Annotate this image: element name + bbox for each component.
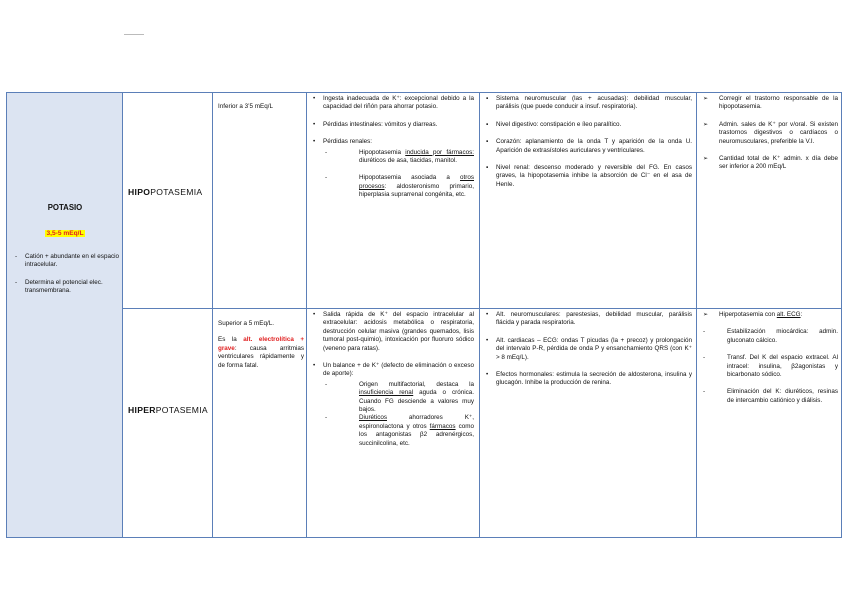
hiper-effect-item: • Efectos hormonales: estimula la secreción de aldosterona, insulina y glucagón. Inhibe la producción de renina. (484, 371, 692, 388)
hiper-definition-text: Superior a 5 mEq/L. (218, 320, 275, 327)
hipo-effect-item: ▪ Sistema neuromuscular (las + acusadas): debilidad muscular, parálisis (que puede conducir a insuf. respiratoria). (484, 95, 692, 112)
hipo-treatment (701, 95, 838, 172)
row-divider (122, 308, 842, 309)
hipo-treatment-item: ➢ Corregir el trastorno responsable de la hipopotasemia. (701, 95, 838, 112)
col-divider-1 (122, 92, 123, 538)
table-border-bottom (6, 537, 842, 538)
hiper-effects (484, 311, 692, 388)
potasio-note: - Catión + abundante en el espacio intracelular. (13, 253, 122, 270)
potasio-notes (13, 253, 122, 296)
hipo-cause-item: • Ingesta inadecuada de K⁺: excepcional debido a la capacidad del riñón para ahorrar potasio. (311, 95, 474, 112)
hipo-treatment-item: ➢ Cantidad total de K⁺ admin. x día debe ser inferior a 200 mEq/L (701, 155, 838, 172)
hiper-cause-subitem: - Diuréticos ahorradores K⁺, espironolactona y otros fármacos como los antagonistas β2 adrenérgicos, succinilcolina, etc. (311, 414, 474, 448)
hipo-cause-subitem: - Hipopotasemia asociada a otros procesos: aldosteronismo primario, hiperplasia suprarrenal congénita, etc. (311, 174, 474, 199)
col-divider-2 (212, 92, 213, 538)
hipo-label (128, 187, 212, 197)
hiper-label (128, 405, 212, 415)
hipo-label-bold: HIPO (128, 187, 151, 197)
hipo-effect-item: ▪ Nivel digestivo: constipación e íleo paralítico. (484, 121, 692, 129)
col-divider-5 (696, 92, 697, 538)
potasio-range-wrap (7, 228, 122, 237)
hipo-effect-item: ▪ Nivel renal: descenso moderado y reversible del FG. En casos graves, la hipopotasemia inhibe la absorción de Cl⁻ en el asa de Henle. (484, 164, 692, 189)
potasio-range: 3,5-5 mEq/L (46, 230, 84, 237)
hiper-treatment-heading: ➢ Hiperpotasemia con alt. ECG: (701, 311, 838, 319)
hiper-treatment (701, 311, 838, 405)
hipo-effect-item: ▪ Corazón: aplanamiento de la onda T y aparición de la onda U. Aparición de extrasístoles auriculares y ventriculares. (484, 138, 692, 155)
hipo-cause-item: • Pérdidas renales: (311, 138, 474, 146)
hiper-cause-item: • Salida rápida de K⁺ del espacio intracelular al extracelular: acidosis metabólica o respiratoria, destrucción celular masiva (grandes quemados, lisis tumoral post-quimio), intoxicación por fluoruro sódico (veneno para ratas). (311, 311, 474, 353)
hiper-effect-item: • Alt. neuromusculares: parestesias, debilidad muscular, parálisis flácida y parada respiratoria. (484, 311, 692, 328)
potasio-title: POTASIO (47, 203, 83, 212)
hiper-cause-item: • Un balance + de K⁺ (defecto de eliminación o exceso de aporte): (311, 362, 474, 379)
hipo-causes (311, 95, 474, 200)
table-border-right (841, 92, 842, 538)
hiper-label-rest: POTASEMIA (155, 405, 208, 415)
hiper-effect-item: • Alt. cardiacas – ECG: ondas T picudas (la + precoz) y prolongación del intervalo P-R, pérdida de onda P y ensanchamiento QRS (con K⁺ > 8 mEq/L). (484, 337, 692, 362)
hiper-treatment-item: - Estabilización miocárdica: admin. gluconato cálcico. (701, 328, 838, 345)
hiper-label-bold: HIPER (128, 405, 156, 415)
hiper-definition (218, 320, 304, 370)
hiper-severity: Es la alt. electrolítica + grave: causa arritmias ventriculares rápidamente y de forma fatal. (218, 336, 304, 369)
hipo-effects (484, 95, 692, 189)
hiper-cause-subitem: - Origen multifactorial, destaca la insuficiencia renal aguda o crónica. Cuando FG desciende a valores muy bajos. (311, 381, 474, 415)
hipo-definition: Inferior a 3’5 mEq/L (218, 103, 273, 110)
col-divider-3 (306, 92, 307, 538)
potasio-note: - Determina el potencial elec. transmembrana. (13, 279, 122, 296)
hipo-label-rest: POTASEMIA (150, 187, 203, 197)
col-divider-4 (479, 92, 480, 538)
hiper-treatment-item: - Eliminación del K: diuréticos, resinas de intercambio catiónico y diálisis. (701, 388, 838, 405)
table-border-top (6, 92, 842, 93)
header-rule (124, 34, 144, 35)
hipo-treatment-item: ➢ Admin. sales de K⁺ por v/oral. Si existen trastornos digestivos o cardíacos o neuromusculares, preferible la V.I. (701, 121, 838, 146)
potasio-cell (7, 93, 122, 537)
hiper-treatment-item: - Transf. Del K del espacio extracel. Al intracel: insulina, β2agonistas y bicarbonato sódico. (701, 354, 838, 379)
hiper-causes (311, 311, 474, 448)
hipo-cause-subitem: - Hipopotasemia inducida por fármacos: diuréticos de asa, tiacidas, manitol. (311, 149, 474, 166)
hipo-cause-item: • Pérdidas intestinales: vómitos y diarreas. (311, 121, 474, 129)
